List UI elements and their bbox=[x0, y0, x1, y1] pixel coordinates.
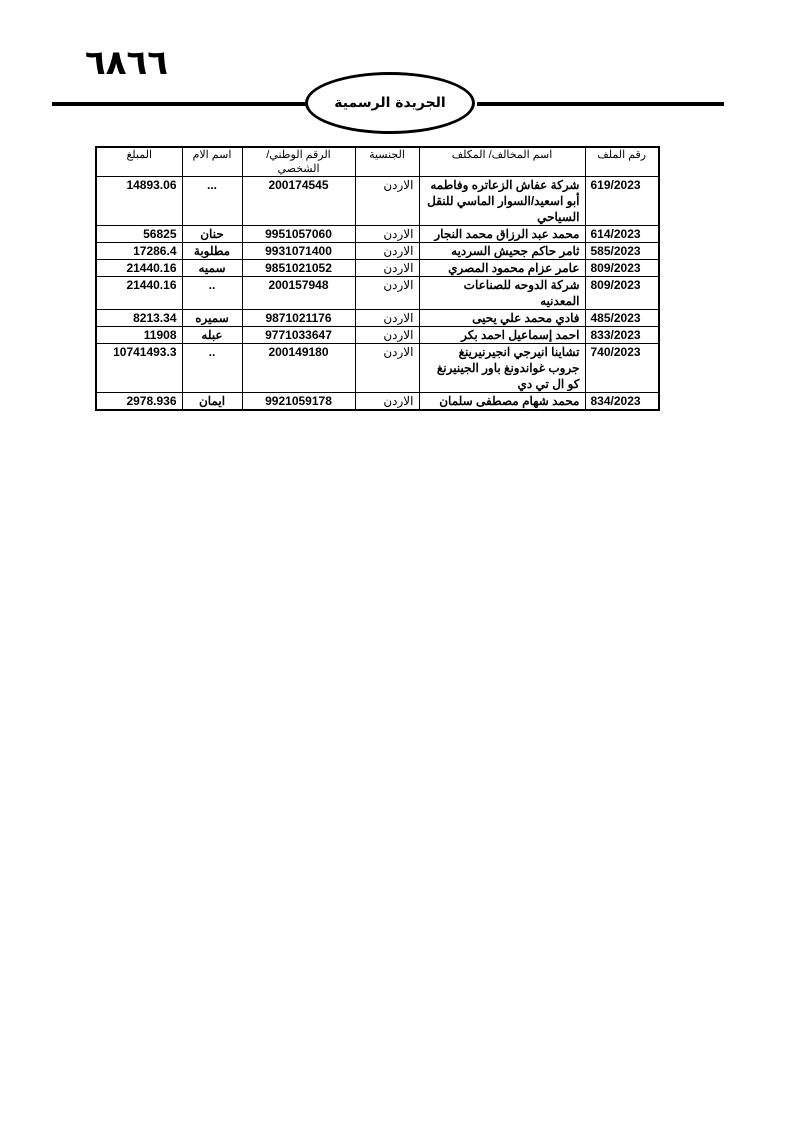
amount-cell: 21440.16 bbox=[96, 277, 182, 310]
violator-name-cell: احمد إسماعيل احمد بكر bbox=[419, 327, 585, 344]
mother-name-cell: ايمان bbox=[182, 393, 242, 411]
mother-name-cell: عبله bbox=[182, 327, 242, 344]
violator-name-cell: محمد عبد الرزاق محمد النجار bbox=[419, 226, 585, 243]
national-id-cell: 9931071400 bbox=[242, 243, 355, 260]
column-header-mother-name: اسم الام bbox=[182, 147, 242, 177]
table-row bbox=[96, 344, 659, 393]
nationality-cell: الاردن bbox=[355, 393, 419, 411]
nationality-cell: الاردن bbox=[355, 226, 419, 243]
file-number-cell: 619/2023 bbox=[585, 177, 659, 226]
file-number-cell: 485/2023 bbox=[585, 310, 659, 327]
national-id-cell: 200149180 bbox=[242, 344, 355, 393]
mother-name-cell: مطلوبة bbox=[182, 243, 242, 260]
mother-name-cell: سميره bbox=[182, 310, 242, 327]
national-id-cell: 9771033647 bbox=[242, 327, 355, 344]
mother-name-cell: .. bbox=[182, 344, 242, 393]
nationality-cell: الاردن bbox=[355, 344, 419, 393]
table-row bbox=[96, 243, 659, 260]
file-number-cell: 834/2023 bbox=[585, 393, 659, 411]
column-header-amount: المبلغ bbox=[96, 147, 182, 177]
nationality-cell: الاردن bbox=[355, 310, 419, 327]
national-id-cell: 9951057060 bbox=[242, 226, 355, 243]
amount-cell: 14893.06 bbox=[96, 177, 182, 226]
table-row bbox=[96, 177, 659, 226]
table-row bbox=[96, 310, 659, 327]
table-header-row bbox=[96, 147, 659, 177]
violator-name-cell: شركة عفاش الزعاتره وفاطمه أبو اسعيد/السوار الماسي للنقل السياحي bbox=[419, 177, 585, 226]
column-header-national-id: الرقم الوطني/الشخصي bbox=[242, 147, 355, 177]
amount-cell: 17286.4 bbox=[96, 243, 182, 260]
table-row bbox=[96, 393, 659, 411]
table-row bbox=[96, 226, 659, 243]
amount-cell: 11908 bbox=[96, 327, 182, 344]
column-header-violator-name: اسم المخالف/ المكلف bbox=[419, 147, 585, 177]
nationality-cell: الاردن bbox=[355, 327, 419, 344]
file-number-cell: 809/2023 bbox=[585, 260, 659, 277]
national-id-cell: 200157948 bbox=[242, 277, 355, 310]
table-row bbox=[96, 260, 659, 277]
file-number-cell: 585/2023 bbox=[585, 243, 659, 260]
violator-name-cell: محمد شهام مصطفى سلمان bbox=[419, 393, 585, 411]
column-header-nationality: الجنسية bbox=[355, 147, 419, 177]
column-header-file-number: رقم الملف bbox=[585, 147, 659, 177]
violator-name-cell: عامر عزام محمود المصري bbox=[419, 260, 585, 277]
national-id-cell: 200174545 bbox=[242, 177, 355, 226]
publication-title-oval bbox=[305, 72, 475, 134]
amount-cell: 2978.936 bbox=[96, 393, 182, 411]
nationality-cell: الاردن bbox=[355, 177, 419, 226]
publication-title: الجريدة الرسمية bbox=[334, 95, 446, 111]
mother-name-cell: ... bbox=[182, 177, 242, 226]
records-table bbox=[95, 146, 660, 411]
file-number-cell: 614/2023 bbox=[585, 226, 659, 243]
mother-name-cell: سميه bbox=[182, 260, 242, 277]
nationality-cell: الاردن bbox=[355, 243, 419, 260]
table-row bbox=[96, 277, 659, 310]
file-number-cell: 740/2023 bbox=[585, 344, 659, 393]
violator-name-cell: شركة الدوحه للصناعات المعدنيه bbox=[419, 277, 585, 310]
header-rule-left bbox=[52, 102, 307, 106]
violator-name-cell: تشاينا انيرجي انجيرنيرينغ جروب غواندونغ باور الجينيرنغ كو ال تي دي bbox=[419, 344, 585, 393]
amount-cell: 10741493.3 bbox=[96, 344, 182, 393]
national-id-cell: 9871021176 bbox=[242, 310, 355, 327]
nationality-cell: الاردن bbox=[355, 277, 419, 310]
amount-cell: 8213.34 bbox=[96, 310, 182, 327]
national-id-cell: 9921059178 bbox=[242, 393, 355, 411]
violator-name-cell: فادي محمد علي يحيى bbox=[419, 310, 585, 327]
mother-name-cell: .. bbox=[182, 277, 242, 310]
nationality-cell: الاردن bbox=[355, 260, 419, 277]
national-id-cell: 9851021052 bbox=[242, 260, 355, 277]
amount-cell: 21440.16 bbox=[96, 260, 182, 277]
page-number: ٦٨٦٦ bbox=[85, 43, 169, 83]
header-rule-right bbox=[477, 102, 724, 106]
violator-name-cell: ثامر حاكم جحيش السرديه bbox=[419, 243, 585, 260]
mother-name-cell: حنان bbox=[182, 226, 242, 243]
amount-cell: 56825 bbox=[96, 226, 182, 243]
file-number-cell: 809/2023 bbox=[585, 277, 659, 310]
table-row bbox=[96, 327, 659, 344]
file-number-cell: 833/2023 bbox=[585, 327, 659, 344]
